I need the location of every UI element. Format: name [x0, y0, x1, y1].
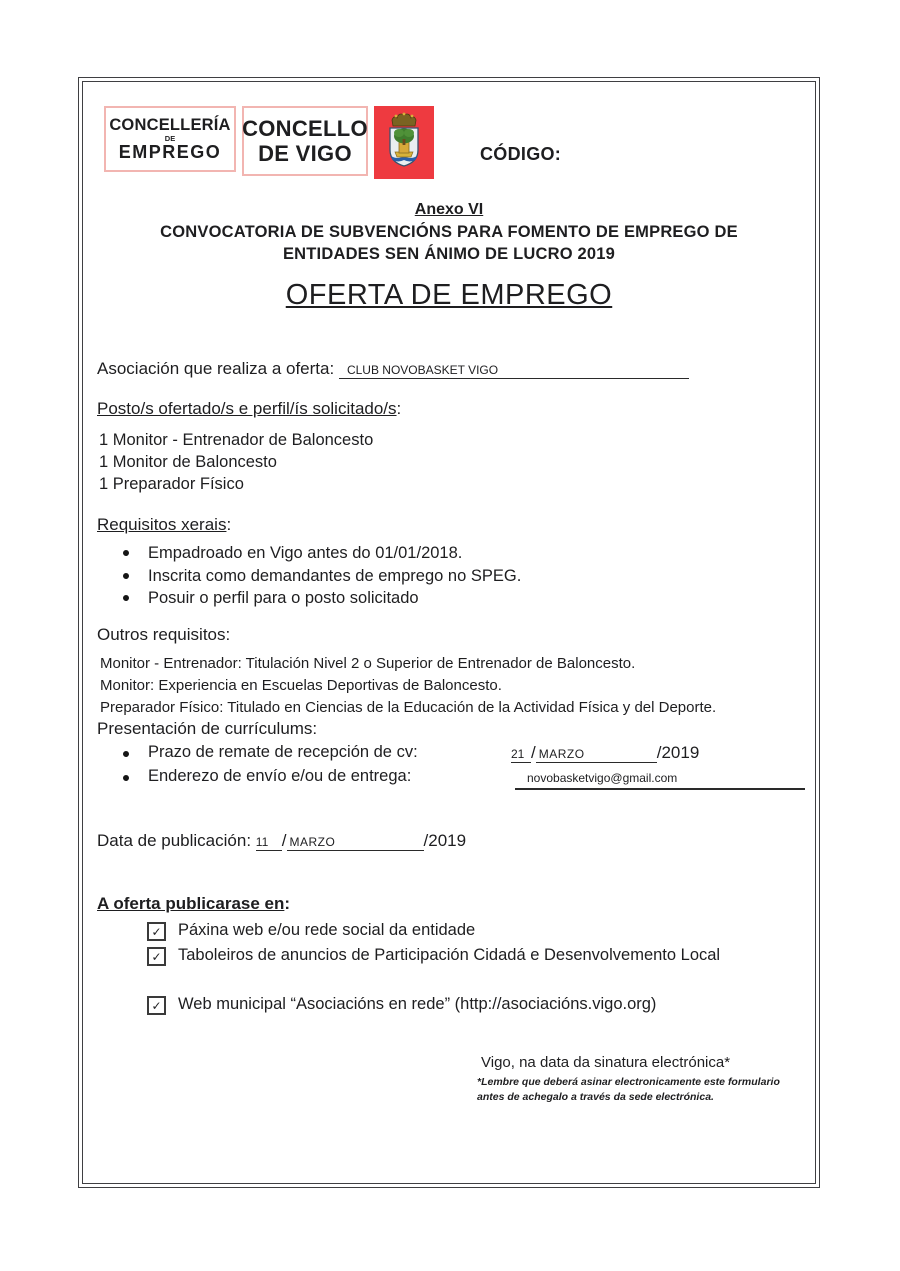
- publish-option-row: [147, 943, 803, 968]
- prazo-month-input[interactable]: MARZO: [536, 747, 657, 763]
- convocatoria-line1: CONVOCATORIA DE SUBVENCIÓNS PARA FOMENTO DE EMPREGO DE: [160, 223, 738, 241]
- bullet-icon: [123, 595, 129, 601]
- city-line1: CONCELLO: [242, 116, 368, 141]
- vigo-coat-of-arms-icon: [374, 106, 434, 179]
- anexo-title: Anexo VI: [414, 201, 484, 218]
- publicarase-heading: A oferta publicarase en:: [97, 894, 291, 913]
- asociacion-label: Asociación que realiza a oferta:: [97, 359, 335, 378]
- publish-option-row: [147, 992, 803, 1017]
- bullet-icon: [123, 775, 129, 781]
- signature-footnote: [477, 1075, 815, 1105]
- publish-option-label: Páxina web e/ou rede social da entidade: [178, 921, 476, 939]
- enderezo-input[interactable]: novobasketvigo@gmail.com: [515, 769, 805, 790]
- date-slash: /: [531, 743, 536, 762]
- publicacion-label: Data de publicación:: [97, 831, 252, 850]
- posto-item: 1 Monitor de Baloncesto: [99, 453, 277, 471]
- dept-line1: CONCELLERÍA: [109, 115, 231, 134]
- requisito-item: Empadroado en Vigo antes do 01/01/2018.: [123, 542, 521, 565]
- page-border-inner: [82, 81, 816, 1184]
- publish-option-label: Web municipal “Asociacións en rede” (http://asociacións.vigo.org): [178, 995, 657, 1013]
- publish-option-row: [147, 918, 803, 943]
- publicacion-row: [97, 831, 466, 851]
- date-slash: /: [281, 831, 287, 850]
- footnote-line2: antes de achegalo a través da sede electrónica.: [477, 1091, 714, 1103]
- dept-line2: DE: [164, 133, 176, 143]
- publicacion-year: /2019: [423, 831, 467, 850]
- outros-requisitos-heading: Outros requisitos:: [97, 625, 231, 644]
- postos-list: [99, 429, 373, 495]
- presentacion-heading: Presentación de currículums:: [97, 719, 318, 738]
- requisito-item: Posuir o perfil para o posto solicitado: [123, 587, 521, 610]
- postos-heading: Posto/s ofertado/s e perfil/ís solicitado/s:: [97, 399, 402, 418]
- prazo-label: Prazo de remate de recepción de cv:: [148, 743, 418, 761]
- page-border-outer: [78, 77, 820, 1188]
- enderezo-label: Enderezo de envío e/ou de entrega:: [148, 767, 412, 785]
- asociacion-row: [97, 359, 689, 379]
- bullet-icon: [123, 573, 129, 579]
- requisitos-xerais-list: [123, 542, 521, 610]
- enderezo-row: [123, 767, 411, 786]
- offer-title: OFERTA DE EMPREGO: [285, 279, 613, 311]
- title-block: [83, 201, 815, 312]
- outro-requisito-item: Monitor - Entrenador: Titulación Nivel 2 o Superior de Entrenador de Baloncesto.: [100, 655, 636, 672]
- asociacion-input[interactable]: CLUB NOVOBASKET VIGO: [339, 363, 689, 379]
- dept-line3: EMPREGO: [118, 141, 222, 162]
- concelleria-emprego-logo: [104, 106, 236, 172]
- codigo-label: CÓDIGO:: [480, 144, 562, 164]
- outros-requisitos-list: [100, 653, 716, 719]
- header-logos: [104, 106, 561, 179]
- prazo-row: [123, 743, 418, 762]
- convocatoria-line2: ENTIDADES SEN ÁNIMO DE LUCRO 2019: [282, 245, 616, 263]
- bullet-icon: [123, 550, 129, 556]
- prazo-day-input[interactable]: 21: [511, 747, 531, 763]
- concello-de-vigo-logo: [242, 106, 368, 176]
- footnote-line1: *Lembre que deberá asinar electronicamente este formulario: [477, 1076, 780, 1088]
- checkbox-taboleiros[interactable]: ✓: [147, 947, 166, 966]
- checkbox-web-municipal[interactable]: ✓: [147, 996, 166, 1015]
- prazo-date-fields: [511, 743, 699, 763]
- requisito-item: Inscrita como demandantes de emprego no SPEG.: [123, 565, 521, 588]
- posto-item: 1 Monitor - Entrenador de Baloncesto: [99, 431, 374, 449]
- requisitos-xerais-heading: Requisitos xerais:: [97, 515, 232, 534]
- outro-requisito-item: Preparador Físico: Titulado en Ciencias de la Educación de la Actividad Física y del Deporte.: [100, 699, 717, 716]
- bullet-icon: [123, 751, 129, 757]
- city-line2: DE VIGO: [258, 141, 352, 166]
- publicacion-day-input[interactable]: 11: [256, 835, 282, 851]
- prazo-year: /2019: [656, 743, 700, 762]
- checkbox-paxina-web[interactable]: ✓: [147, 922, 166, 941]
- publicacion-month-input[interactable]: MARZO: [287, 835, 424, 851]
- publish-option-label: Taboleiros de anuncios de Participación Cidadá e Desenvolvemento Local: [178, 946, 721, 964]
- signature-place-line: Vigo, na data da sinatura electrónica*: [481, 1054, 731, 1071]
- outro-requisito-item: Monitor: Experiencia en Escuelas Deportivas de Baloncesto.: [100, 677, 502, 694]
- posto-item: 1 Preparador Físico: [99, 475, 244, 493]
